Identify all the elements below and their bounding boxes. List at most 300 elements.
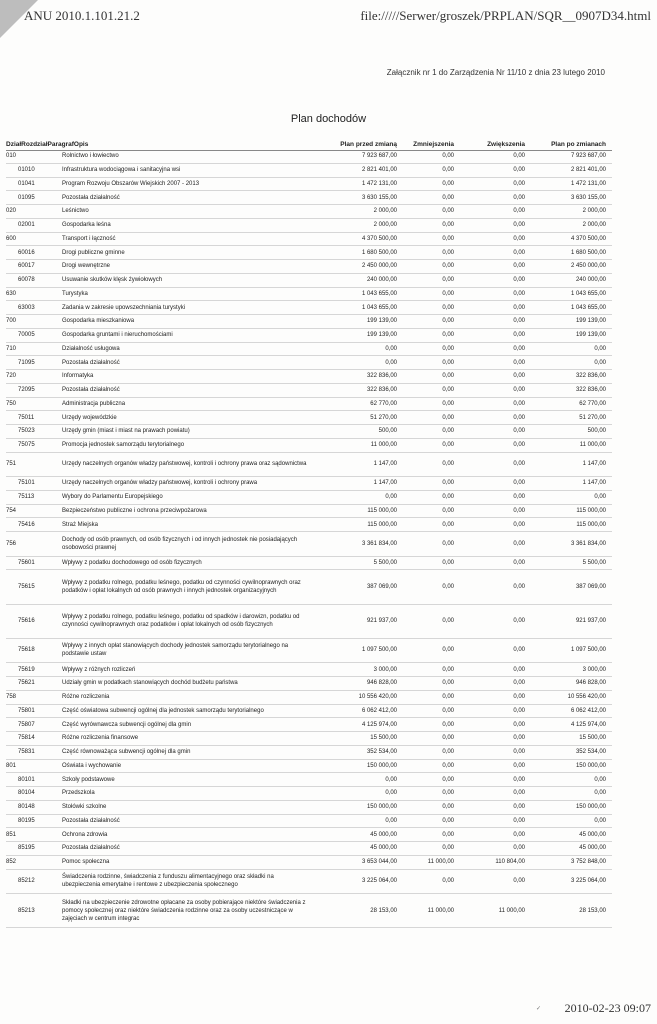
row-description: Różne rozliczenia finansowe	[62, 735, 139, 742]
row-plan-po: 1 043 655,00	[570, 304, 606, 311]
row-zmniejszenia: 0,00	[442, 845, 454, 852]
row-plan-po: 322 836,00	[575, 387, 606, 394]
row-zwiekszenia: 0,00	[513, 180, 525, 187]
row-zmniejszenia: 0,00	[442, 817, 454, 824]
row-description: Stołówki szkolne	[62, 804, 107, 811]
row-description: Urzędy naczelnych organów władzy państwowej, kontroli i ochrony prawa	[62, 480, 258, 487]
row-plan-przed: 62 770,00	[370, 400, 397, 407]
row-description: Pomoc społeczna	[62, 859, 110, 866]
row-plan-po: 0,00	[594, 345, 606, 352]
table-row	[6, 329, 612, 343]
table-row	[6, 760, 612, 774]
row-plan-po: 322 836,00	[575, 373, 606, 380]
row-zmniejszenia: 0,00	[442, 666, 454, 673]
row-zwiekszenia: 0,00	[513, 540, 525, 547]
row-description: Część wyrównawcza subwencji ogólnej dla gmin	[62, 721, 192, 728]
row-code: 75011	[18, 414, 35, 421]
row-plan-po: 1 147,00	[582, 480, 606, 487]
row-code: 60078	[18, 277, 35, 284]
table-row	[6, 370, 612, 384]
row-description: Wpływy z podatku dochodowego od osób fizycznych	[62, 560, 202, 567]
attachment-note: Załącznik nr 1 do Zarządzenia Nr 11/10 z dnia 23 lutego 2010	[386, 68, 605, 77]
row-code: 60017	[18, 263, 35, 270]
row-plan-przed: 1 472 131,00	[361, 180, 397, 187]
table-row	[6, 260, 612, 274]
row-zwiekszenia: 11 000,00	[498, 907, 525, 914]
row-plan-po: 150 000,00	[575, 762, 606, 769]
table-row	[6, 288, 612, 302]
row-plan-po: 4 370 500,00	[570, 235, 606, 242]
row-code: 60016	[18, 249, 35, 256]
row-zmniejszenia: 0,00	[442, 618, 454, 625]
row-code: 75601	[18, 560, 35, 567]
table-row	[6, 801, 612, 815]
col-plan-po: Plan po zmianach	[551, 141, 606, 148]
row-description: Świadczenia rodzinne, świadczenia z funduszu alimentacyjnego oraz składki na ubezpieczenia emerytalne i rentowe z ubezpieczenia społecznego	[62, 874, 274, 889]
row-code: 020	[6, 208, 17, 215]
row-plan-przed: 28 153,00	[370, 907, 397, 914]
row-zwiekszenia: 0,00	[513, 878, 525, 885]
row-plan-przed: 3 653 044,00	[361, 859, 397, 866]
row-plan-przed: 15 500,00	[370, 735, 397, 742]
row-code: 756	[6, 540, 17, 547]
row-zmniejszenia: 0,00	[442, 373, 454, 380]
table-row	[6, 787, 612, 801]
row-description: Pozostała działalność	[62, 817, 120, 824]
row-code: 700	[6, 318, 17, 325]
row-plan-przed: 11 000,00	[370, 442, 397, 449]
row-code: 85213	[18, 907, 35, 914]
table-row	[6, 532, 612, 557]
table-row	[6, 691, 612, 705]
row-zwiekszenia: 0,00	[513, 373, 525, 380]
row-plan-przed: 199 139,00	[366, 332, 397, 339]
row-description: Różne rozliczenia	[62, 694, 110, 701]
row-zmniejszenia: 0,00	[442, 790, 454, 797]
row-plan-przed: 2 000,00	[373, 208, 397, 215]
row-plan-przed: 322 836,00	[366, 373, 397, 380]
table-row	[6, 164, 612, 178]
header-url: file://///Serwer/groszek/PRPLAN/SQR__0907D34.html	[360, 8, 651, 23]
row-code: 75801	[18, 707, 35, 714]
row-plan-przed: 0,00	[385, 790, 397, 797]
row-plan-po: 199 139,00	[575, 332, 606, 339]
row-zmniejszenia: 0,00	[442, 540, 454, 547]
row-plan-przed: 500,00	[378, 428, 397, 435]
row-plan-przed: 45 000,00	[370, 831, 397, 838]
row-zmniejszenia: 0,00	[442, 332, 454, 339]
row-zmniejszenia: 0,00	[442, 400, 454, 407]
col-zwiekszenia: Zwiększenia	[487, 141, 525, 148]
row-plan-po: 352 534,00	[575, 749, 606, 756]
row-plan-po: 45 000,00	[579, 831, 606, 838]
row-zwiekszenia: 0,00	[513, 507, 525, 514]
row-zmniejszenia: 0,00	[442, 680, 454, 687]
row-code: 01041	[18, 180, 35, 187]
row-zmniejszenia: 0,00	[442, 749, 454, 756]
row-code: 710	[6, 345, 17, 352]
row-description: Turystyka	[62, 290, 88, 297]
table-row	[6, 677, 612, 691]
row-description: Promocja jednostek samorządu terytorialnego	[62, 442, 185, 449]
row-plan-przed: 2 000,00	[373, 222, 397, 229]
row-plan-przed: 3 000,00	[373, 666, 397, 673]
row-description: Rolnictwo i łowiectwo	[62, 153, 119, 160]
row-code: 75075	[18, 442, 35, 449]
row-description: Drogi publiczne gminne	[62, 249, 125, 256]
row-description: Infrastruktura wodociągowa i sanitacyjna wsi	[62, 167, 181, 174]
row-zmniejszenia: 0,00	[442, 167, 454, 174]
col-plan-przed: Plan przed zmianą	[340, 141, 397, 148]
row-code: 751	[6, 461, 17, 468]
page-title: Plan dochodów	[290, 113, 367, 125]
row-plan-po: 387 069,00	[575, 583, 606, 590]
table-row	[6, 605, 612, 639]
row-plan-po: 62 770,00	[579, 400, 606, 407]
row-plan-po: 1 680 500,00	[570, 249, 606, 256]
row-code: 758	[6, 694, 17, 701]
row-description: Straż Miejska	[62, 521, 99, 528]
row-zwiekszenia: 0,00	[513, 428, 525, 435]
row-plan-po: 1 147,00	[582, 461, 606, 468]
row-code: 02001	[18, 222, 35, 229]
row-plan-przed: 7 923 687,00	[361, 153, 397, 160]
row-plan-po: 946 828,00	[575, 680, 606, 687]
row-description: Wpływy z innych opłat stanowiących dochody jednostek samorządu terytorialnego na podstawie ustaw	[62, 643, 289, 658]
row-zwiekszenia: 0,00	[513, 583, 525, 590]
row-description: Wpływy z różnych rozliczeń	[62, 666, 136, 673]
col-zmniejszenia: Zmniejszenia	[413, 141, 454, 148]
row-plan-przed: 0,00	[385, 494, 397, 501]
row-code: 75807	[18, 721, 35, 728]
row-plan-po: 3 361 834,00	[570, 540, 606, 547]
row-description: Leśnictwo	[62, 208, 89, 215]
row-zmniejszenia: 0,00	[442, 263, 454, 270]
row-description: Urzędy wojewódzkie	[62, 414, 117, 421]
row-code: 80148	[18, 804, 35, 811]
row-description: Gospodarka gruntami i nieruchomościami	[62, 332, 173, 339]
table-body	[6, 150, 612, 928]
table-row	[6, 705, 612, 719]
row-description: Zadania w zakresie upowszechniania turystyki	[62, 304, 186, 311]
row-plan-po: 45 000,00	[579, 845, 606, 852]
row-zwiekszenia: 0,00	[513, 790, 525, 797]
row-zmniejszenia: 11 000,00	[427, 859, 454, 866]
row-code: 75023	[18, 428, 35, 435]
row-zwiekszenia: 0,00	[513, 707, 525, 714]
row-code: 01010	[18, 167, 35, 174]
row-plan-po: 28 153,00	[579, 907, 606, 914]
table-row	[6, 570, 612, 604]
row-zwiekszenia: 0,00	[513, 194, 525, 201]
row-zmniejszenia: 0,00	[442, 304, 454, 311]
row-code: 600	[6, 235, 17, 242]
table-row	[6, 518, 612, 532]
row-plan-po: 2 821 401,00	[570, 167, 606, 174]
row-code: 75416	[18, 521, 35, 528]
row-description: Wpływy z podatku rolnego, podatku leśnego, podatku od spadków i darowizn, podatku od czynności cywilnoprawnych oraz podatków i opłat lokalnych od osób fizycznych	[62, 614, 300, 629]
row-zwiekszenia: 0,00	[513, 461, 525, 468]
row-zwiekszenia: 0,00	[513, 762, 525, 769]
row-plan-przed: 6 062 412,00	[361, 707, 397, 714]
row-description: Pozostała działalność	[62, 194, 120, 201]
row-plan-po: 3 000,00	[582, 666, 606, 673]
table-row	[6, 246, 612, 260]
table-row	[6, 398, 612, 412]
row-plan-przed: 1 147,00	[373, 461, 397, 468]
row-code: 750	[6, 400, 17, 407]
row-description: Składki na ubezpieczenie zdrowotne opłacane za osoby pobierające niektóre świadczenia z pomocy społecznej oraz niektóre świadczenia rodzinne oraz za osoby uczestniczące w zajęciach w centrum integrac	[62, 899, 306, 922]
row-plan-przed: 240 000,00	[366, 277, 397, 284]
row-zmniejszenia: 0,00	[442, 461, 454, 468]
row-code: 80104	[18, 790, 35, 797]
row-plan-po: 0,00	[594, 494, 606, 501]
table-row	[6, 663, 612, 677]
row-plan-po: 1 472 131,00	[570, 180, 606, 187]
row-zwiekszenia: 0,00	[513, 332, 525, 339]
row-plan-przed: 4 125 974,00	[361, 721, 397, 728]
row-description: Usuwanie skutków klęsk żywiołowych	[62, 277, 163, 284]
table-row	[6, 828, 612, 842]
table-row	[6, 842, 612, 856]
row-plan-przed: 115 000,00	[367, 521, 397, 528]
row-zmniejszenia: 0,00	[442, 878, 454, 885]
row-zmniejszenia: 0,00	[442, 721, 454, 728]
row-description: Szkoły podstawowe	[62, 776, 115, 783]
row-code: 720	[6, 373, 17, 380]
row-zwiekszenia: 0,00	[513, 735, 525, 742]
row-plan-po: 2 000,00	[582, 222, 606, 229]
row-description: Część oświatowa subwencji ogólnej dla jednostek samorządu terytorialnego	[62, 707, 264, 714]
row-code: 80101	[18, 776, 35, 783]
row-zmniejszenia: 0,00	[442, 235, 454, 242]
row-plan-przed: 2 450 000,00	[361, 263, 397, 270]
row-description: Wybory do Parlamentu Europejskiego	[62, 494, 163, 501]
row-description: Gospodarka mieszkaniowa	[62, 318, 135, 325]
row-description: Drogi wewnętrzne	[62, 263, 111, 270]
row-plan-po: 240 000,00	[575, 277, 606, 284]
row-zwiekszenia: 0,00	[513, 804, 525, 811]
row-zmniejszenia: 0,00	[442, 428, 454, 435]
footer-timestamp: 2010-02-23 09:07	[564, 1001, 651, 1015]
row-description: Gospodarka leśna	[62, 222, 111, 229]
row-zwiekszenia: 0,00	[513, 153, 525, 160]
table-row	[6, 274, 612, 288]
row-plan-przed: 322 836,00	[366, 387, 397, 394]
row-plan-po: 921 937,00	[575, 618, 606, 625]
row-zwiekszenia: 0,00	[513, 521, 525, 528]
row-plan-przed: 3 361 834,00	[361, 540, 397, 547]
row-plan-przed: 150 000,00	[366, 762, 397, 769]
row-description: Administracja publiczna	[62, 400, 126, 407]
row-code: 75814	[18, 735, 35, 742]
row-zwiekszenia: 0,00	[513, 776, 525, 783]
row-description: Udziały gmin w podatkach stanowiących dochód budżetu państwa	[62, 680, 238, 687]
row-code: 801	[6, 762, 17, 769]
row-zmniejszenia: 0,00	[442, 345, 454, 352]
row-code: 75615	[18, 583, 35, 590]
row-plan-po: 1 097 500,00	[570, 647, 606, 654]
row-code: 75616	[18, 618, 35, 625]
row-zwiekszenia: 0,00	[513, 618, 525, 625]
row-plan-po: 500,00	[587, 428, 606, 435]
row-zwiekszenia: 0,00	[513, 359, 525, 366]
row-plan-po: 150 000,00	[575, 804, 606, 811]
row-plan-przed: 946 828,00	[366, 680, 397, 687]
row-zwiekszenia: 0,00	[513, 387, 525, 394]
row-zmniejszenia: 0,00	[442, 359, 454, 366]
table-row	[6, 718, 612, 732]
row-plan-po: 3 225 064,00	[570, 878, 606, 885]
row-code: 72095	[18, 387, 35, 394]
row-description: Pozostała działalność	[62, 359, 120, 366]
row-zmniejszenia: 0,00	[442, 583, 454, 590]
row-zmniejszenia: 0,00	[442, 480, 454, 487]
row-zmniejszenia: 11 000,00	[427, 907, 454, 914]
row-zwiekszenia: 0,00	[513, 208, 525, 215]
row-zmniejszenia: 0,00	[442, 560, 454, 567]
row-description: Program Rozwoju Obszarów Wiejskich 2007 - 2013	[62, 180, 200, 187]
table-row	[6, 477, 612, 491]
row-zmniejszenia: 0,00	[442, 194, 454, 201]
row-code: 75831	[18, 749, 35, 756]
table-row	[6, 505, 612, 519]
row-zwiekszenia: 0,00	[513, 647, 525, 654]
row-zmniejszenia: 0,00	[442, 249, 454, 256]
table-row	[6, 870, 612, 895]
row-plan-po: 5 500,00	[582, 560, 606, 567]
row-zmniejszenia: 0,00	[442, 180, 454, 187]
row-description: Oświata i wychowanie	[62, 762, 122, 769]
row-code: 75113	[18, 494, 35, 501]
row-plan-przed: 0,00	[385, 345, 397, 352]
row-code: 71095	[18, 359, 35, 366]
row-description: Pozostała działalność	[62, 845, 120, 852]
row-zmniejszenia: 0,00	[442, 277, 454, 284]
table-row	[6, 746, 612, 760]
row-code: 630	[6, 290, 17, 297]
row-zwiekszenia: 0,00	[513, 560, 525, 567]
row-plan-po: 1 043 655,00	[570, 290, 606, 297]
row-zmniejszenia: 0,00	[442, 387, 454, 394]
row-zwiekszenia: 0,00	[513, 277, 525, 284]
table-row	[6, 856, 612, 870]
table-row	[6, 732, 612, 746]
row-plan-przed: 45 000,00	[370, 845, 397, 852]
row-plan-po: 115 000,00	[576, 507, 606, 514]
row-zmniejszenia: 0,00	[442, 494, 454, 501]
table-row	[6, 205, 612, 219]
row-description: Pozostała działalność	[62, 387, 120, 394]
row-zwiekszenia: 0,00	[513, 400, 525, 407]
row-code: 754	[6, 507, 17, 514]
row-zwiekszenia: 0,00	[513, 817, 525, 824]
row-plan-przed: 1 097 500,00	[361, 647, 397, 654]
table-row	[6, 343, 612, 357]
row-plan-przed: 4 370 500,00	[361, 235, 397, 242]
row-zwiekszenia: 0,00	[513, 263, 525, 270]
row-plan-przed: 150 000,00	[366, 804, 397, 811]
row-zmniejszenia: 0,00	[442, 442, 454, 449]
row-zwiekszenia: 0,00	[513, 666, 525, 673]
row-zwiekszenia: 0,00	[513, 345, 525, 352]
row-zwiekszenia: 0,00	[513, 845, 525, 852]
row-plan-przed: 2 821 401,00	[361, 167, 397, 174]
row-zmniejszenia: 0,00	[442, 507, 454, 514]
row-zwiekszenia: 0,00	[513, 222, 525, 229]
row-description: Transport i łączność	[62, 235, 116, 242]
table-row	[6, 411, 612, 425]
row-plan-po: 115 000,00	[576, 521, 606, 528]
row-description: Bezpieczeństwo publiczne i ochrona przeciwpożarowa	[62, 507, 207, 514]
row-plan-przed: 10 556 420,00	[358, 694, 397, 701]
row-plan-po: 0,00	[594, 776, 606, 783]
row-zwiekszenia: 0,00	[513, 414, 525, 421]
table-row	[6, 453, 612, 478]
row-plan-po: 0,00	[594, 790, 606, 797]
row-plan-przed: 387 069,00	[366, 583, 397, 590]
row-code: 75619	[18, 666, 35, 673]
row-description: Dochody od osób prawnych, od osób fizycznych i od innych jednostek nie posiadających osobowości prawnej	[62, 536, 298, 551]
row-zmniejszenia: 0,00	[442, 521, 454, 528]
row-zwiekszenia: 0,00	[513, 235, 525, 242]
row-zmniejszenia: 0,00	[442, 222, 454, 229]
row-description: Urzędy gmin (miast i miast na prawach powiatu)	[62, 428, 190, 435]
table-row	[6, 557, 612, 571]
header-left: ANU 2010.1.101.21.2	[24, 8, 140, 23]
row-code: 70005	[18, 332, 35, 339]
table-row	[6, 439, 612, 453]
table-row	[6, 815, 612, 829]
table-row	[6, 384, 612, 398]
row-zmniejszenia: 0,00	[442, 414, 454, 421]
row-description: Informatyka	[62, 373, 94, 380]
row-zmniejszenia: 0,00	[442, 318, 454, 325]
table-row	[6, 425, 612, 439]
row-zwiekszenia: 0,00	[513, 721, 525, 728]
table-row	[6, 233, 612, 247]
row-zwiekszenia: 110 804,00	[495, 859, 525, 866]
row-code: 010	[6, 153, 17, 160]
row-description: Część równoważąca subwencji ogólnej dla gmin	[62, 749, 191, 756]
row-code: 75101	[18, 480, 35, 487]
footer-mark: ✓	[536, 1006, 542, 1012]
row-zmniejszenia: 0,00	[442, 707, 454, 714]
row-plan-po: 6 062 412,00	[570, 707, 606, 714]
row-plan-przed: 1 043 655,00	[361, 290, 397, 297]
row-plan-po: 51 270,00	[579, 414, 606, 421]
row-plan-przed: 0,00	[385, 817, 397, 824]
row-zwiekszenia: 0,00	[513, 749, 525, 756]
row-zwiekszenia: 0,00	[513, 167, 525, 174]
row-zmniejszenia: 0,00	[442, 762, 454, 769]
row-plan-przed: 352 534,00	[366, 749, 397, 756]
row-zwiekszenia: 0,00	[513, 831, 525, 838]
row-zwiekszenia: 0,00	[513, 249, 525, 256]
row-plan-przed: 115 000,00	[367, 507, 397, 514]
row-plan-po: 3 752 848,00	[570, 859, 606, 866]
row-plan-przed: 51 270,00	[370, 414, 397, 421]
row-plan-przed: 1 680 500,00	[361, 249, 397, 256]
row-zwiekszenia: 0,00	[513, 680, 525, 687]
row-code: 75621	[18, 680, 35, 687]
table-row	[6, 219, 612, 233]
row-plan-przed: 1 147,00	[373, 480, 397, 487]
table-row	[6, 639, 612, 664]
row-zmniejszenia: 0,00	[442, 208, 454, 215]
row-code: 63003	[18, 304, 35, 311]
row-plan-przed: 0,00	[385, 359, 397, 366]
